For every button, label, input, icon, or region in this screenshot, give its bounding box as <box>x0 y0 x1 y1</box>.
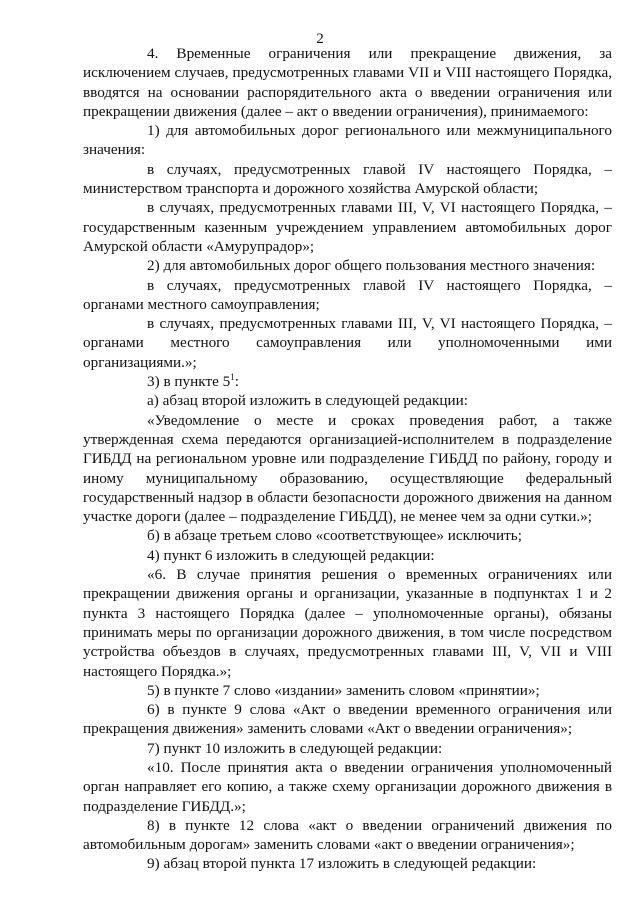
document-body <box>83 44 612 874</box>
paragraph-quote-notification: «Уведомление о месте и сроках проведения работ, а также утвержденная схема передаются организацией-исполнителем в подразделение ГИБДД на региональном уровне или подразделение ГИБДД по району, городу и иному муниципальному образованию, осуществляющие федеральный государственный надзор в области безопасности дорожного движения на данном участке дороги (далее – подразделение ГИБДД), не менее чем за одни сутки.»; <box>83 411 612 526</box>
paragraph-4-2: 2) для автомобильных дорог общего пользования местного значения: <box>147 257 596 275</box>
paragraph-item-5: 5) в пункте 7 слово «издании» заменить словом «принятии»; <box>147 681 540 699</box>
paragraph-4-1-a: в случаях, предусмотренных главой IV настоящего Порядка, – министерством транспорта и дорожного хозяйства Амурской области; <box>83 160 612 198</box>
paragraph-item-4: 4) пункт 6 изложить в следующей редакции: <box>147 546 435 564</box>
paragraph-4-1: 1) для автомобильных дорог регионального или межмуниципального значения: <box>83 122 612 159</box>
item-3-text: 3) в пункте 5 <box>147 373 231 391</box>
paragraph-item-3-b: б) в абзаце третьем слово «соответствующее» исключить; <box>147 527 522 545</box>
paragraph-4-intro: 4. Временные ограничения или прекращение движения, за исключением случаев, предусмотренных главами VII и VIII настоящего Порядка, вводятся на основании распорядительного акта о введении ограничения или прекращении движения (далее – акт о введении ограничения), принимаемого: <box>83 45 612 120</box>
paragraph-item-9: 9) абзац второй пункта 17 изложить в следующей редакции: <box>147 855 537 873</box>
paragraph-item-8: 8) в пункте 12 слова «акт о введении ограничений движения по автомобильным дорогам» заменить словами «акт о введении ограничения»; <box>83 816 612 854</box>
item-3-superscript: 1 <box>230 371 235 382</box>
item-3-colon: : <box>234 373 239 391</box>
paragraph-item-3-a: а) абзац второй изложить в следующей редакции: <box>147 392 469 410</box>
paragraph-4-1-b: в случаях, предусмотренных главами III, V, VI настоящего Порядка, – государственным казенным учреждением управлением автомобильных дорог Амурской области «Амурупрадор»; <box>83 199 612 255</box>
paragraph-item-3 <box>83 372 612 391</box>
paragraph-4-2-a: в случаях, предусмотренных главой IV настоящего Порядка, – органами местного самоуправления; <box>83 276 612 313</box>
paragraph-item-7: 7) пункт 10 изложить в следующей редакции: <box>147 739 443 757</box>
paragraph-item-6: 6) в пункте 9 слова «Акт о введении временного ограничения или прекращения движения» заменить словами «Акт о введении ограничения»; <box>83 701 612 738</box>
page-number: 2 <box>316 31 324 47</box>
paragraph-4-2-b: в случаях, предусмотренных главами III, V, VI настоящего Порядка, – органами местного самоуправления или уполномоченными ими организациями.»; <box>83 315 612 371</box>
paragraph-quote-6: «6. В случае принятия решения о временных ограничениях или прекращении движения органы и организации, указанные в подпунктах 1 и 2 пункта 3 настоящего Порядка (далее – уполномоченные органы), обязаны принимать меры по организации дорожного движения, в том числе посредством устройства объездов в случаях, предусмотренных главами III, V, VII и VIII настоящего Порядка.»; <box>83 566 612 680</box>
paragraph-quote-10: «10. После принятия акта о введении ограничения уполномоченный орган направляет его копию, а также схему организации дорожного движения в подразделение ГИБДД.»; <box>83 758 612 815</box>
